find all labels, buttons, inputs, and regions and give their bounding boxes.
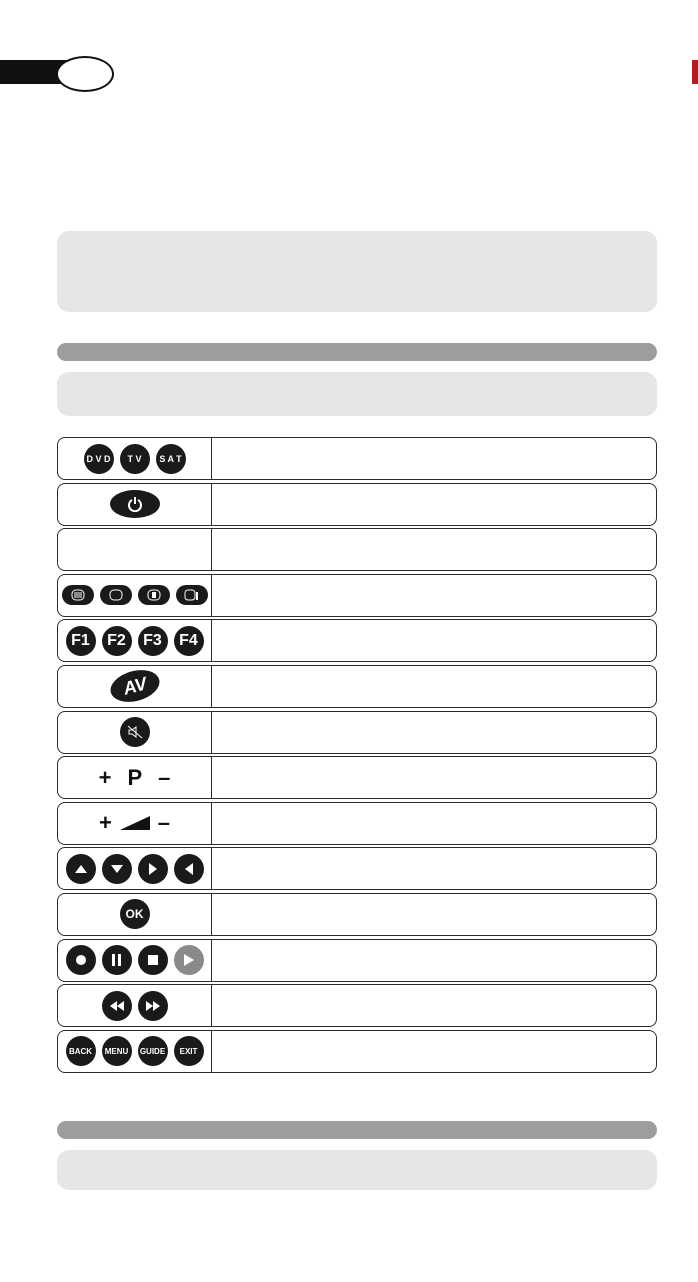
back-icon: BACK bbox=[66, 1036, 96, 1066]
dvd-button-icon: D V D bbox=[84, 444, 114, 474]
remote-buttons-table bbox=[57, 437, 657, 1075]
table-row bbox=[57, 756, 657, 799]
row-description bbox=[212, 894, 656, 935]
rewind-icon bbox=[102, 991, 132, 1021]
ok-button-icon: OK bbox=[120, 899, 150, 929]
row-description bbox=[212, 484, 656, 525]
row-description bbox=[212, 1031, 656, 1072]
section-2-panel bbox=[57, 1150, 657, 1190]
row-description bbox=[212, 940, 656, 981]
play-icon bbox=[174, 945, 204, 975]
table-row bbox=[57, 528, 657, 571]
volume-wedge-icon bbox=[120, 816, 150, 830]
mute-icon bbox=[120, 717, 150, 747]
f4-icon: F4 bbox=[174, 626, 204, 656]
language-badge bbox=[56, 56, 114, 92]
table-row bbox=[57, 711, 657, 754]
power-button-icon bbox=[110, 490, 160, 518]
tv-screen-icon bbox=[100, 585, 132, 605]
volume-up-down-icon: + – bbox=[58, 803, 212, 844]
row-description bbox=[212, 438, 656, 479]
table-row bbox=[57, 939, 657, 982]
exit-icon: EXIT bbox=[174, 1036, 204, 1066]
table-row bbox=[57, 574, 657, 617]
row-description bbox=[212, 666, 656, 707]
row-description bbox=[212, 575, 656, 616]
edge-marker bbox=[692, 60, 698, 84]
table-row bbox=[57, 893, 657, 936]
table-row bbox=[57, 802, 657, 845]
arrow-right-icon bbox=[138, 854, 168, 884]
section-bar-1 bbox=[57, 343, 657, 361]
table-row bbox=[57, 847, 657, 890]
table-row bbox=[57, 665, 657, 708]
record-icon bbox=[66, 945, 96, 975]
row-description bbox=[212, 620, 656, 661]
table-row bbox=[57, 619, 657, 662]
guide-icon: GUIDE bbox=[138, 1036, 168, 1066]
fast-forward-icon bbox=[138, 991, 168, 1021]
arrow-down-icon bbox=[102, 854, 132, 884]
intro-panel bbox=[57, 231, 657, 312]
f1-icon: F1 bbox=[66, 626, 96, 656]
table-row bbox=[57, 1030, 657, 1073]
table-row bbox=[57, 483, 657, 526]
row-description bbox=[212, 848, 656, 889]
sat-button-icon: S A T bbox=[156, 444, 186, 474]
teletext-icon bbox=[62, 585, 94, 605]
program-up-down-icon: + P – bbox=[58, 757, 212, 798]
stop-icon bbox=[138, 945, 168, 975]
row-description bbox=[212, 529, 656, 570]
arrow-left-icon bbox=[174, 854, 204, 884]
teletext-hold-icon bbox=[138, 585, 170, 605]
section-bar-2 bbox=[57, 1121, 657, 1139]
table-row bbox=[57, 437, 657, 480]
section-1-panel bbox=[57, 372, 657, 416]
row-description bbox=[212, 712, 656, 753]
menu-icon: MENU bbox=[102, 1036, 132, 1066]
f3-icon: F3 bbox=[138, 626, 168, 656]
row-description bbox=[212, 757, 656, 798]
f2-icon: F2 bbox=[102, 626, 132, 656]
row-description bbox=[212, 985, 656, 1026]
table-row bbox=[57, 984, 657, 1027]
av-button-icon: AV bbox=[106, 666, 162, 708]
subtitle-info-icon bbox=[176, 585, 208, 605]
arrow-up-icon bbox=[66, 854, 96, 884]
row-description bbox=[212, 803, 656, 844]
pause-icon bbox=[102, 945, 132, 975]
tv-button-icon: T V bbox=[120, 444, 150, 474]
